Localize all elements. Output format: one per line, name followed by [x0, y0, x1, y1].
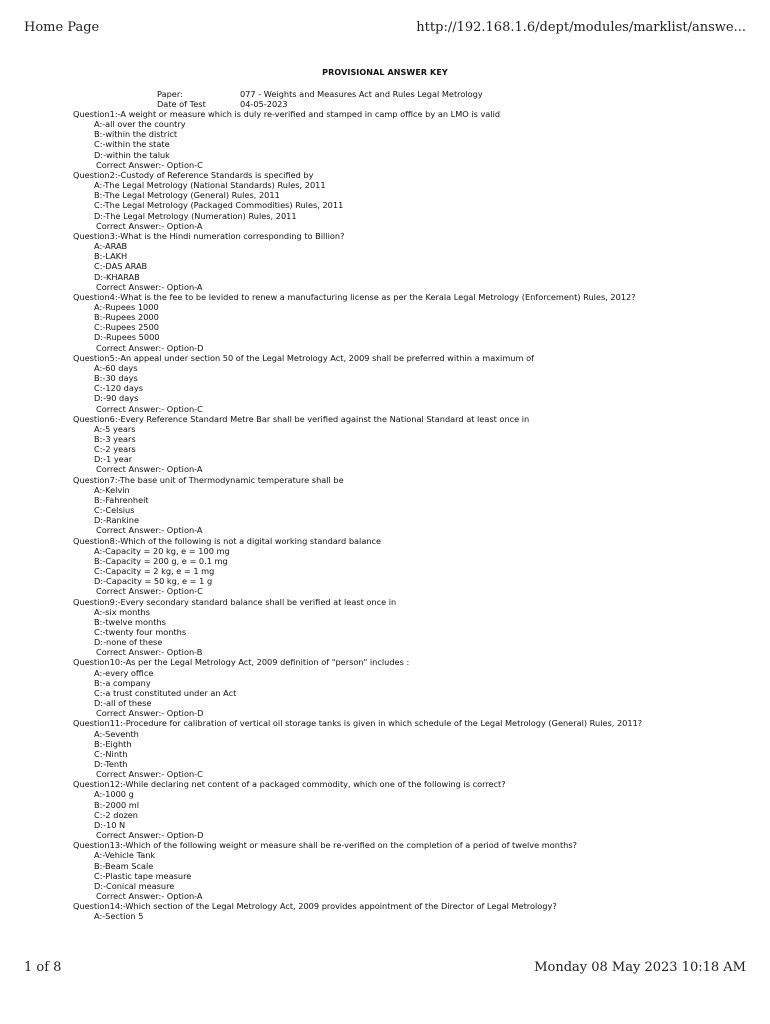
answer-option: A:-Capacity = 20 kg, e = 100 mg [94, 545, 230, 556]
answer-option: A:-Rupees 1000 [94, 301, 159, 312]
answer-option: C:-The Legal Metrology (Packaged Commodities) Rules, 2011 [94, 200, 344, 211]
answer-option: D:-none of these [94, 637, 163, 648]
correct-answer: Correct Answer:- Option-A [96, 281, 203, 292]
answer-option: C:-2 dozen [94, 809, 138, 820]
question-block [73, 292, 753, 353]
answer-option: B:-3 years [94, 434, 136, 444]
question-text: Question7:-The base unit of Thermodynamic temperature shall be [73, 474, 344, 485]
answer-option: D:-Conical measure [94, 880, 175, 891]
print-timestamp: Monday 08 May 2023 10:18 AM [534, 960, 746, 975]
question-text: Question11:-Procedure for calibration of vertical oil storage tanks is given in which schedule of the Legal Metrology (General) Rules, 2011? [73, 718, 643, 729]
header-url: http://192.168.1.6/dept/modules/marklist/answe... [416, 20, 746, 35]
correct-answer: Correct Answer:- Option-D [96, 342, 204, 353]
answer-option: B:-The Legal Metrology (General) Rules, 2011 [94, 190, 280, 201]
question-text: Question5:-An appeal under section 50 of the Legal Metrology Act, 2009 shall be preferred within a maximum of [73, 352, 534, 363]
answer-option: A:-Vehicle Tank [94, 850, 156, 861]
answer-option: A:-5 years [94, 423, 136, 434]
answer-option: C:-Ninth [94, 748, 128, 759]
answer-option: A:-six months [94, 606, 150, 617]
answer-option: C:-Plastic tape measure [94, 870, 192, 881]
correct-answer: Correct Answer:- Option-A [96, 464, 203, 475]
correct-answer: Correct Answer:- Option-C [96, 769, 203, 780]
paper-value: 077 - Weights and Measures Act and Rules Legal Metrology [240, 89, 483, 99]
question-block [73, 414, 753, 475]
question-block [73, 901, 753, 921]
answer-option: D:-1 year [94, 454, 133, 465]
answer-option: B:-LAKH [94, 251, 128, 262]
answer-option: D:-Rankine [94, 515, 139, 526]
answer-option: C:-DAS ARAB [94, 261, 148, 272]
question-block [73, 475, 753, 536]
question-list [73, 109, 753, 922]
answer-option: D:-Capacity = 50 kg, e = 1 g [94, 576, 213, 587]
print-footer [24, 960, 746, 975]
answer-option: B:-a company [94, 677, 151, 688]
question-text: Question9:-Every secondary standard balance shall be verified at least once in [73, 596, 397, 607]
answer-option: B:-30 days [94, 373, 138, 384]
answer-option: A:-Kelvin [94, 484, 130, 495]
correct-answer: Correct Answer:- Option-A [96, 891, 203, 902]
question-text: Question12:-While declaring net content of a packaged commodity, which one of the following is correct? [73, 779, 506, 790]
answer-option: A:-every office [94, 667, 154, 678]
question-block [73, 657, 753, 718]
answer-option: A:-Section 5 [94, 911, 144, 922]
answer-option: C:-a trust constituted under an Act [94, 687, 237, 698]
answer-option: A:-1000 g [94, 789, 134, 800]
correct-answer: Correct Answer:- Option-C [96, 586, 203, 597]
answer-option: B:-2000 ml [94, 799, 140, 810]
answer-option: A:-Seventh [94, 728, 139, 739]
correct-answer: Correct Answer:- Option-A [96, 220, 203, 231]
answer-option: B:-twelve months [94, 616, 166, 627]
paper-label: Paper: [157, 89, 183, 99]
question-text: Question6:-Every Reference Standard Metre Bar shall be verified against the National Standard at least once in [73, 413, 530, 424]
question-text: Question13:-Which of the following weight or measure shall be re-verified on the completion of a period of twelve months? [73, 840, 577, 851]
answer-option: B:-Capacity = 200 g, e = 0.1 mg [94, 555, 228, 566]
answer-option: C:-2 years [94, 444, 136, 455]
header-page-title: Home Page [24, 20, 100, 35]
question-block [73, 170, 753, 231]
correct-answer: Correct Answer:- Option-C [96, 403, 203, 414]
paper-details [157, 89, 483, 109]
question-block [73, 840, 753, 901]
answer-option: C:-twenty four months [94, 626, 187, 637]
answer-option: C:-within the state [94, 139, 170, 150]
answer-option: B:-Rupees 2000 [94, 312, 159, 323]
question-block [73, 536, 753, 597]
answer-option: D:-The Legal Metrology (Numeration) Rules, 2011 [94, 210, 297, 221]
answer-option: D:-all of these [94, 698, 152, 709]
correct-answer: Correct Answer:- Option-B [96, 647, 203, 658]
correct-answer: Correct Answer:- Option-D [96, 830, 204, 841]
answer-option: C:-Rupees 2500 [94, 322, 159, 333]
page-counter: 1 of 8 [24, 960, 62, 975]
answer-option: C:-120 days [94, 383, 143, 394]
answer-option: A:-The Legal Metrology (National Standards) Rules, 2011 [94, 180, 326, 191]
question-text: Question4:-What is the fee to be levided to renew a manufacturing license as per the Kerala Legal Metrology (Enforcement) Rules, 2012? [73, 291, 636, 302]
question-block [73, 779, 753, 840]
date-row [157, 99, 483, 109]
answer-option: D:-KHARAB [94, 271, 140, 282]
answer-option: B:-Beam Scale [94, 860, 154, 871]
answer-option: B:-Fahrenheit [94, 494, 149, 505]
question-block [73, 597, 753, 658]
question-text: Question2:-Custody of Reference Standards is specified by [73, 169, 314, 180]
date-value: 04-05-2023 [240, 99, 288, 110]
answer-option: B:-within the district [94, 129, 178, 140]
question-text: Question3:-What is the Hindi numeration corresponding to Billion? [73, 230, 345, 241]
answer-option: D:-Tenth [94, 759, 128, 769]
answer-option: C:-Capacity = 2 kg, e = 1 mg [94, 566, 215, 577]
answer-option: D:-Rupees 5000 [94, 332, 160, 343]
paper-row [157, 89, 483, 99]
correct-answer: Correct Answer:- Option-D [96, 708, 204, 719]
correct-answer: Correct Answer:- Option-C [96, 159, 203, 170]
question-text: Question1:-A weight or measure which is duly re-verified and stamped in camp office by an LMO is valid [73, 109, 501, 119]
answer-option: A:-all over the country [94, 119, 186, 130]
question-block [73, 718, 753, 779]
answer-option: C:-Celsius [94, 505, 135, 516]
answer-option: D:-90 days [94, 393, 139, 404]
answer-option: D:-within the taluk [94, 149, 170, 160]
document-title: PROVISIONAL ANSWER KEY [322, 68, 448, 77]
answer-option: A:-ARAB [94, 241, 128, 252]
answer-option: B:-Eighth [94, 738, 132, 749]
date-label: Date of Test [157, 99, 206, 110]
answer-option: A:-60 days [94, 362, 138, 373]
question-block [73, 231, 753, 292]
question-text: Question14:-Which section of the Legal Metrology Act, 2009 provides appointment of the Director of Legal Metrology? [73, 901, 557, 912]
question-text: Question8:-Which of the following is not a digital working standard balance [73, 535, 382, 546]
question-text: Question10:-As per the Legal Metrology Act, 2009 definition of "person" includes : [73, 657, 410, 668]
question-block [73, 109, 753, 170]
correct-answer: Correct Answer:- Option-A [96, 525, 203, 536]
answer-option: D:-10 N [94, 819, 126, 830]
print-header [24, 20, 746, 35]
question-block [73, 353, 753, 414]
